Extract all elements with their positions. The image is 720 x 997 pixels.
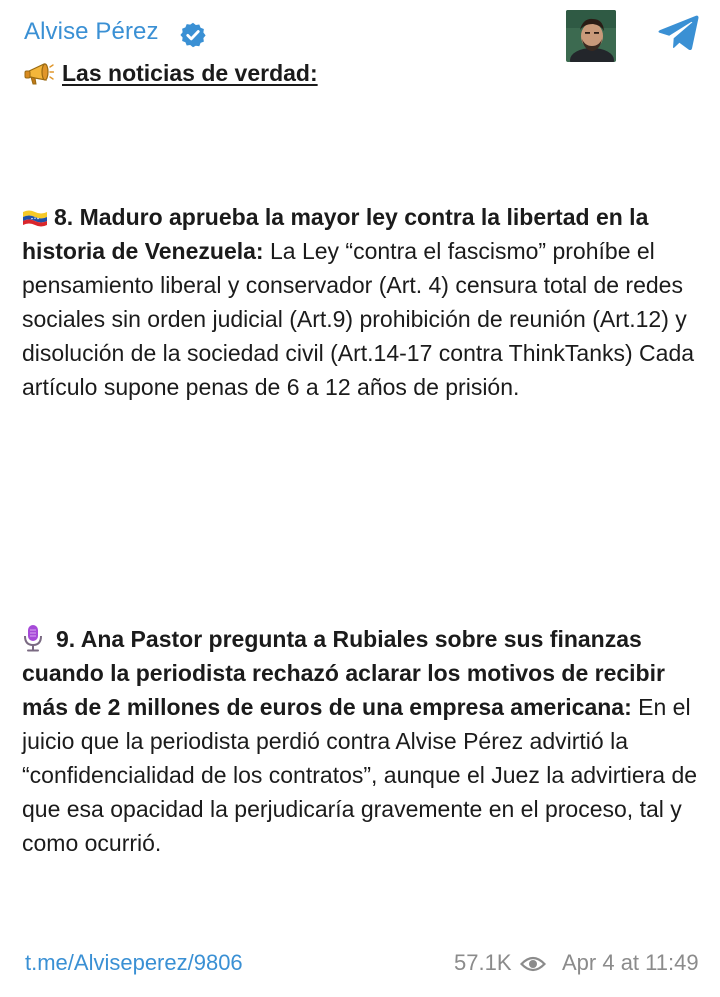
verified-badge-icon — [179, 21, 207, 49]
microphone-icon — [22, 624, 44, 652]
post-footer — [0, 944, 720, 984]
post-header — [0, 0, 720, 100]
views-count: 57.1K — [454, 950, 512, 975]
venezuela-flag-icon — [22, 209, 48, 227]
channel-name[interactable]: Alvise Pérez — [24, 18, 159, 45]
news-item-8 — [22, 200, 698, 404]
post-link[interactable]: t.me/Alviseperez/9806 — [25, 950, 243, 975]
news-item-8-body: La Ley “contra el fascismo” prohíbe el pensamiento liberal y conservador (Art. 4) censura total de redes sociales sin orden judicial (Art.9) prohibición de reunión (Art.12) y disolución de la sociedad civil (Art.14-17 contra ThinkTanks) Cada artículo supone penas de 6 a 12 años de prisión. — [22, 238, 695, 400]
telegram-icon[interactable] — [657, 14, 699, 50]
eye-icon — [520, 953, 546, 975]
news-item-9-title: 9. Ana Pastor pregunta a Rubiales sobre sus finanzas cuando la periodista rechazó aclarar los motivos de recibir más de 2 millones de euros de una empresa americana: — [22, 626, 665, 720]
megaphone-icon — [24, 61, 54, 87]
headline-text: Las noticias de verdad: — [62, 60, 318, 86]
news-item-9 — [22, 622, 698, 860]
news-item-9-body: En el juicio que la periodista perdió contra Alvise Pérez advirtió la “confidencialidad de los contratos”, aunque el Juez la advirtiera de que esa opacidad la perjudicaría gravemente en el proceso, tal y como ocurrió. — [22, 694, 698, 856]
headline — [24, 60, 318, 87]
avatar-image — [566, 10, 616, 62]
post-time: Apr 4 at 11:49 — [562, 950, 699, 975]
avatar[interactable] — [566, 10, 616, 62]
news-item-8-title: 8. Maduro aprueba la mayor ley contra la libertad en la historia de Venezuela: — [22, 204, 649, 264]
